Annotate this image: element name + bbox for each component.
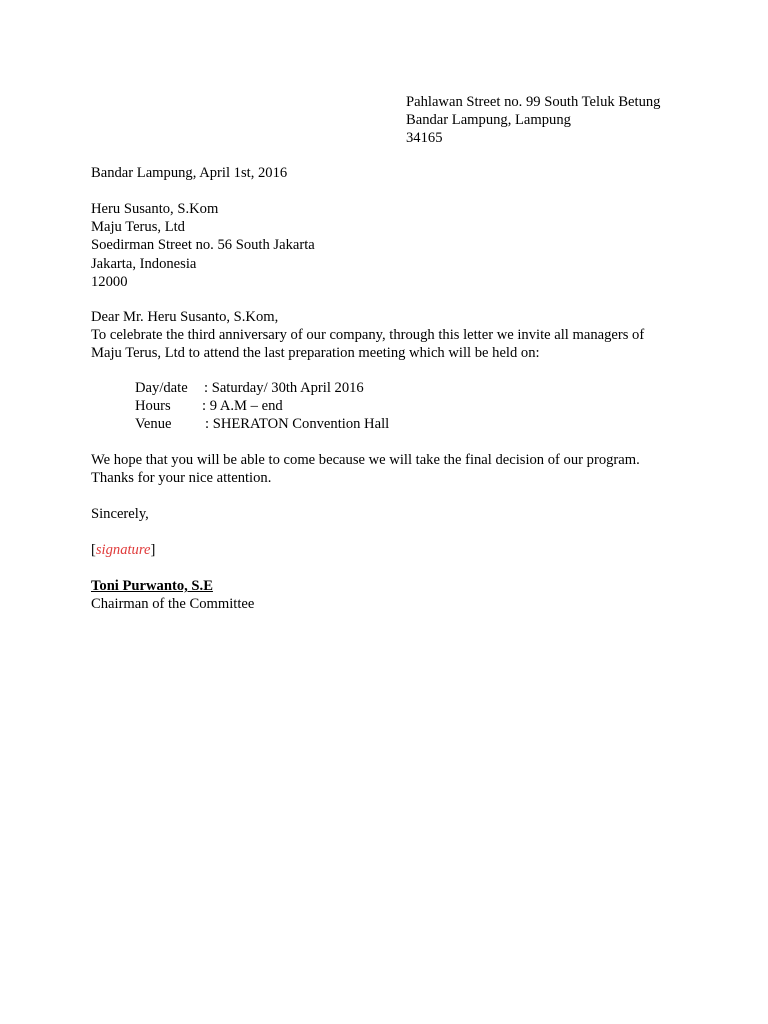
letter-body [91, 308, 691, 363]
detail-row-venue [135, 415, 389, 433]
sign-off [91, 505, 149, 523]
sender-address [406, 93, 660, 148]
detail-label-venue: Venue [135, 416, 172, 433]
detail-value-hours: : 9 A.M – end [202, 398, 283, 415]
signer-title: Chairman of the Committee [91, 596, 255, 613]
letter-date-text: Bandar Lampung, April 1st, 2016 [91, 165, 288, 181]
sender-address-line-3: 34165 [406, 130, 443, 147]
salutation: Dear Mr. Heru Susanto, S.Kom, [91, 309, 279, 325]
sender-address-line-1: Pahlawan Street no. 99 South Teluk Betung [406, 94, 661, 110]
detail-value-venue: : SHERATON Convention Hall [205, 416, 390, 433]
detail-label-hours: Hours [135, 398, 171, 415]
recipient-line-2: Maju Terus, Ltd [91, 219, 185, 236]
closing-paragraph [91, 451, 640, 487]
signature-bracket-close: ] [150, 542, 156, 558]
sign-off-text: Sincerely, [91, 506, 149, 522]
meeting-details [135, 379, 389, 434]
recipient-address [91, 200, 315, 291]
detail-row-hours [135, 397, 389, 415]
letter-date [91, 164, 287, 182]
signer-name: Toni Purwanto, S.E [91, 578, 213, 594]
intro-line-2: Maju Terus, Ltd to attend the last preparation meeting which will be held on: [91, 345, 540, 362]
signature-placeholder [91, 541, 155, 559]
recipient-line-1: Heru Susanto, S.Kom [91, 201, 219, 217]
detail-value-daydate: : Saturday/ 30th April 2016 [204, 380, 364, 396]
recipient-line-5: 12000 [91, 273, 128, 290]
closing-line-2: Thanks for your nice attention. [91, 470, 272, 487]
recipient-line-4: Jakarta, Indonesia [91, 255, 197, 272]
signature-placeholder-text: signature [95, 542, 151, 558]
recipient-line-3: Soedirman Street no. 56 South Jakarta [91, 237, 315, 254]
detail-row-daydate [135, 379, 389, 397]
closing-line-1: We hope that you will be able to come because we will take the final decision of our program. [91, 452, 640, 468]
detail-label-daydate: Day/date [135, 380, 188, 396]
sender-address-line-2: Bandar Lampung, Lampung [406, 112, 571, 129]
signature-bracket-open: [ [91, 542, 96, 558]
signer-block [91, 577, 254, 613]
intro-line-1: To celebrate the third anniversary of our company, through this letter we invite all managers of [91, 327, 645, 344]
